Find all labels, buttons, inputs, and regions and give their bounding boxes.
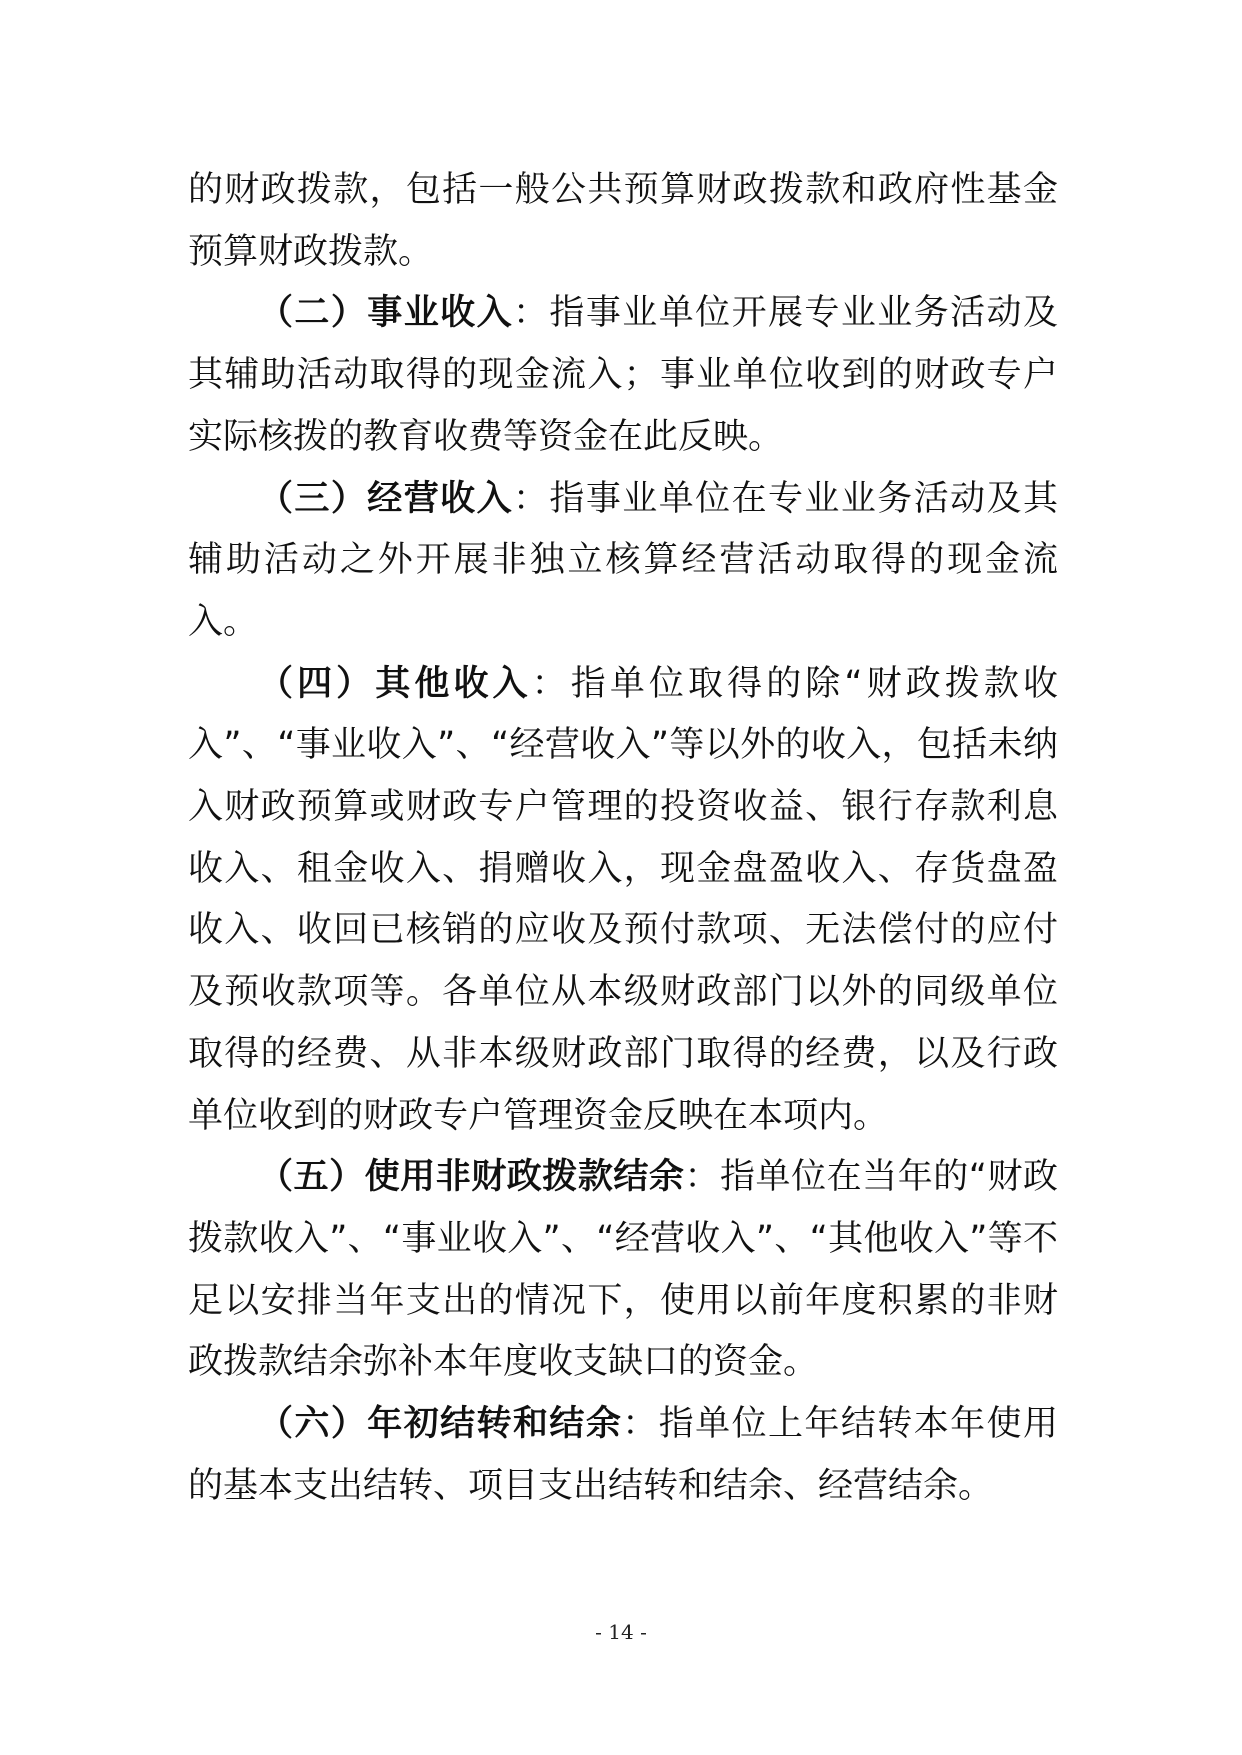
- document-body: [188, 160, 1058, 1517]
- page-number: - 14 -: [595, 1620, 647, 1644]
- paragraph-other-income: [188, 654, 1058, 1148]
- paragraph-text: ：指事业单位开展专业业务活动及其辅助活动取得的现金流入；事业单位收到的财政专户实际核拨的教育收费等资金在此反映。: [188, 293, 1058, 457]
- paragraph-heading: （四）其他收入: [258, 663, 532, 704]
- paragraph-continued: [188, 160, 1058, 283]
- paragraph-text: ：指事业单位在专业业务活动及其辅助活动之外开展非独立核算经营活动取得的现金流入。: [188, 478, 1058, 642]
- paragraph-heading: （二）事业收入: [258, 293, 513, 334]
- paragraph-carryover: [188, 1394, 1058, 1517]
- paragraph-text: ：指单位取得的除“财政拨款收入”、“事业收入”、“经营收入”等以外的收入，包括未纳入财政预算或财政专户管理的投资收益、银行存款利息收入、租金收入、捐赠收入，现金盘盈收入、存货盘盈收入、收回已核销的应收及预付款项、无法偿付的应付及预收款项等。各单位从本级财政部门以外的同级单位取得的经费、从非本级财政部门取得的经费，以及行政单位收到的财政专户管理资金反映在本项内。: [188, 663, 1058, 1136]
- paragraph-heading: （三）经营收入: [258, 478, 513, 519]
- paragraph-operating-income: [188, 469, 1058, 654]
- paragraph-heading: （五）使用非财政拨款结余: [258, 1157, 685, 1198]
- paragraph-text: ：指单位在当年的“财政拨款收入”、“事业收入”、“经营收入”、“其他收入”等不足以安排当年支出的情况下，使用以前年度积累的非财政拨款结余弥补本年度收支缺口的资金。: [188, 1157, 1058, 1383]
- paragraph-heading: （六）年初结转和结余: [258, 1404, 623, 1445]
- paragraph-use-of-balance: [188, 1147, 1058, 1394]
- paragraph-business-income: [188, 283, 1058, 468]
- paragraph-text: 的财政拨款，包括一般公共预算财政拨款和政府性基金预算财政拨款。: [188, 170, 1058, 272]
- paragraph-text: ：指单位上年结转本年使用的基本支出结转、项目支出结转和结余、经营结余。: [188, 1404, 1058, 1506]
